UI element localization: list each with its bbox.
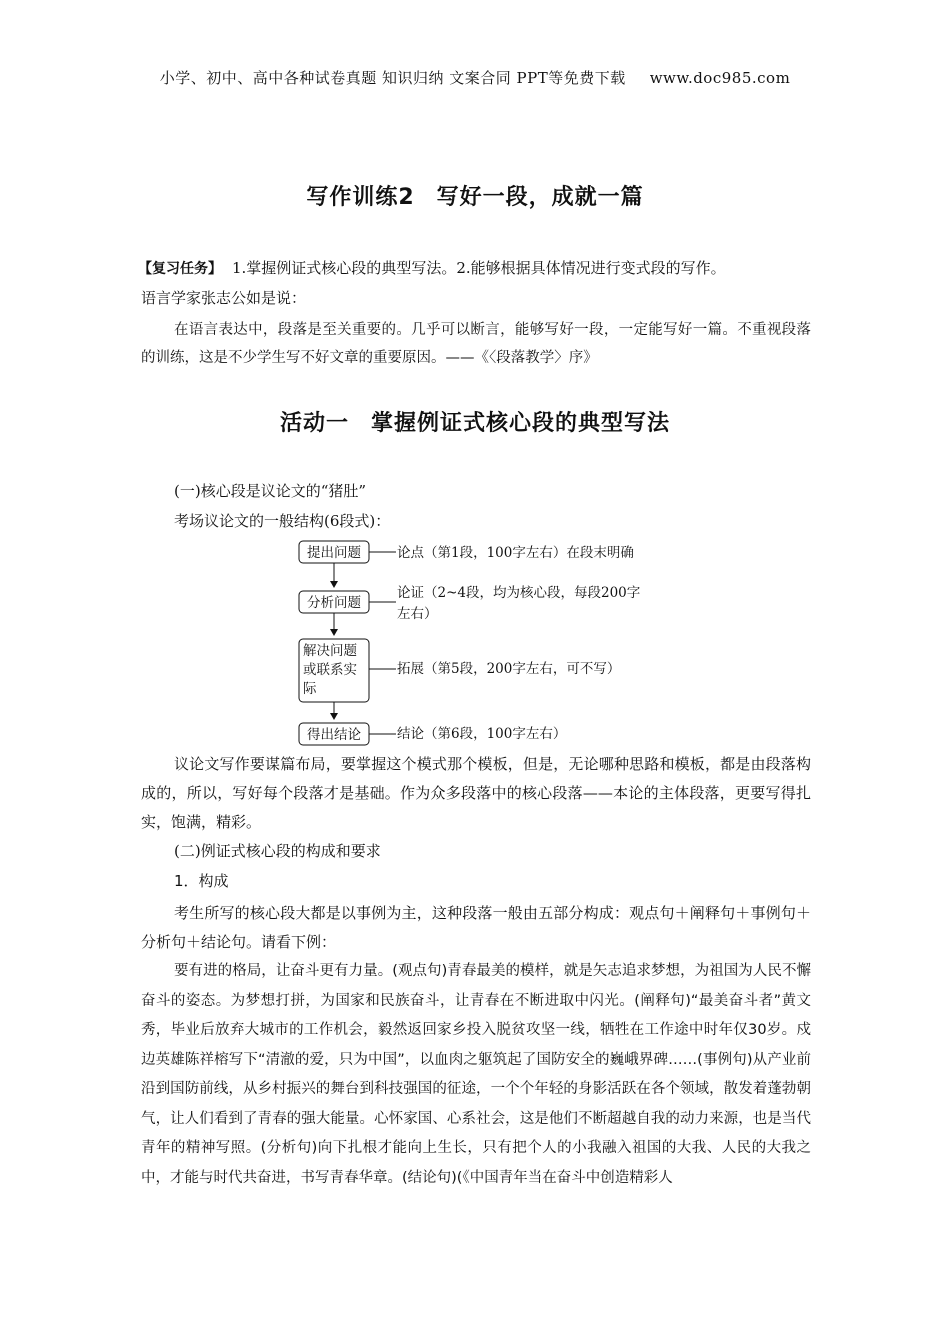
structure-diagram-svg xyxy=(290,532,690,747)
quote-paragraph: 在语言表达中，段落是至关重要的。几乎可以断言，能够写好一段，一定能写好一篇。不重视段落的训练，这是不少学生写不好文章的重要原因。——《〈段落教学〉序》 xyxy=(141,322,811,366)
task-tag: 【复习任务】 xyxy=(138,261,222,277)
step3-box-line3: 际 xyxy=(303,681,317,697)
intro-line: 语言学家张志公如是说： xyxy=(141,289,307,307)
activity-heading xyxy=(0,406,950,437)
activity-title: 掌握例证式核心段的典型写法 xyxy=(371,411,671,436)
step3-box-line1: 解决问题 xyxy=(303,643,357,659)
step1-desc: 论点（第1段，100字左右）在段末明确 xyxy=(397,545,634,561)
page-title xyxy=(0,180,950,211)
section2-subheading: 1．构成 xyxy=(174,872,229,890)
step2-desc-line1: 论证（2~4段，均为核心段，每段200字 xyxy=(397,585,641,601)
paragraph-2: 考生所写的核心段大都是以事例为主，这种段落一般由五部分构成：观点句＋阐释句＋事例句＋分析句＋结论句。请看下例： xyxy=(141,904,811,951)
step4-box-label: 得出结论 xyxy=(307,727,361,743)
title-part2: 写好一段，成就一篇 xyxy=(436,185,644,210)
paragraph-1: 议论文写作要谋篇布局，要掌握这个模式那个模板，但是，无论哪种思路和模板，都是由段落构成的，所以，写好每个段落才是基础。作为众多段落中的核心段落——本论的主体段落，更要写得扎实，饱满，精彩。 xyxy=(141,755,811,831)
step1-box-label: 提出问题 xyxy=(307,545,361,561)
step2-desc-line2: 左右） xyxy=(397,606,438,622)
step3-box-line2: 或联系实 xyxy=(303,662,357,678)
step2-box-label: 分析问题 xyxy=(307,595,361,611)
activity-label: 活动一 xyxy=(279,411,349,436)
step3-desc: 拓展（第5段，200字左右，可不写） xyxy=(397,661,621,677)
header-text: 小学、初中、高中各种试卷真题 知识归纳 文案合同 PPT等免费下载 xyxy=(159,69,626,87)
example-paragraph: 要有进的格局，让奋斗更有力量。(观点句)青春最美的模样，就是矢志追求梦想，为祖国为人民不懈奋斗的姿态。为梦想打拼，为国家和民族奋斗，让青春在不断进取中闪光。(阐释句)“最美奋斗者”黄文秀，毕业后放弃大城市的工作机会，毅然返回家乡投入脱贫攻坚一线，牺牲在工作途中时年仅30岁。戍边英雄陈祥榕写下“清澈的爱，只为中国”，以血肉之躯筑起了国防安全的巍峨界碑……(事例句)从产业前沿到国防前线，从乡村振兴的舞台到科技强国的征途，一个个年轻的身影活跃在各个领域，散发着蓬勃朝气，让人们看到了青春的强大能量。心怀家国、心系社会，这是他们不断超越自我的动力来源，也是当代青年的精神写照。(分析句)向下扎根才能向上生长，只有把个人的小我融入祖国的大我、人民的大我之中，才能与时代共奋进，书写青春华章。(结论句)(《中国青年当在奋斗中创造精彩人 xyxy=(141,963,811,1186)
section1-heading: (一)核心段是议论文的“猪肚” xyxy=(174,482,367,500)
header-url[interactable]: www.doc985.com xyxy=(649,69,791,87)
page-header xyxy=(0,67,950,88)
review-task xyxy=(138,258,818,279)
step4-desc: 结论（第6段，100字左右） xyxy=(397,726,567,742)
structure-diagram xyxy=(290,532,690,751)
section1-subheading: 考场议论文的一般结构(6段式)： xyxy=(174,512,391,530)
task-text: 1.掌握例证式核心段的典型写法。2.能够根据具体情况进行变式段的写作。 xyxy=(232,259,726,277)
title-part1: 写作训练2 xyxy=(306,185,415,210)
section2-heading: (二)例证式核心段的构成和要求 xyxy=(174,842,381,860)
